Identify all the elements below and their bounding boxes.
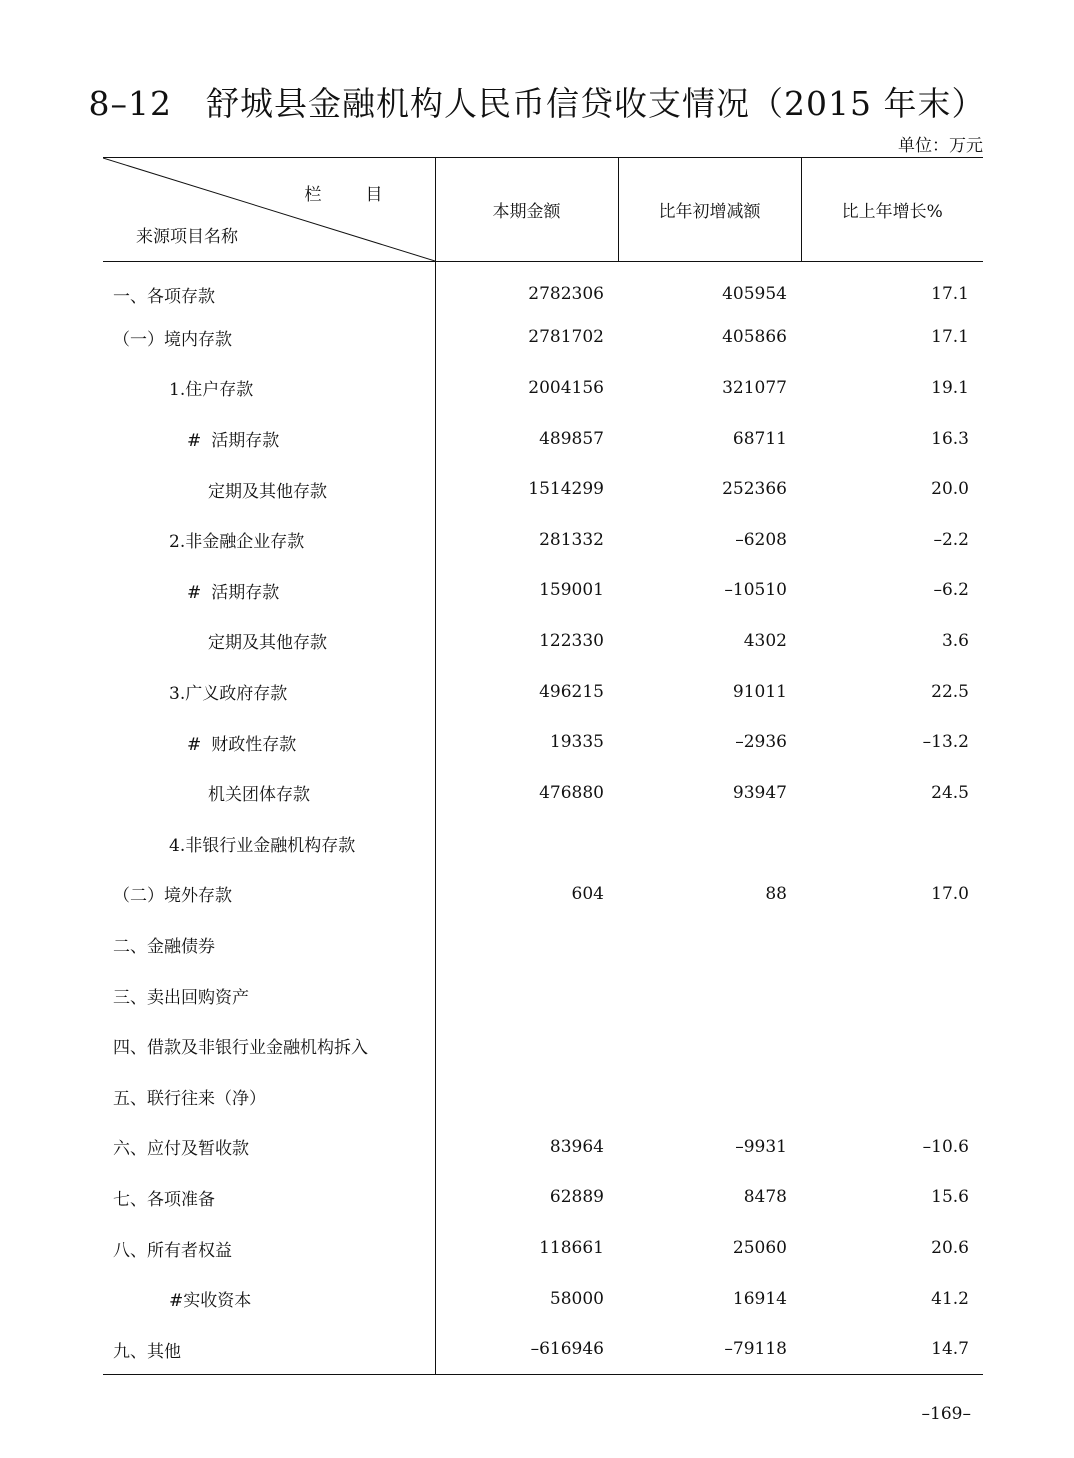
row-name: 六、应付及暂收款 [103,1122,435,1173]
table-header-row [103,158,983,262]
row-name: 七、各项准备 [103,1172,435,1223]
table-code: 8–12 [88,84,172,123]
yoy-growth-cell: 41.2 [931,1288,969,1309]
current-amount-cell [435,818,618,869]
change-from-start-cell: 16914 [732,1288,787,1309]
column-header-yoy-growth: 比上年增长% [801,158,983,262]
current-amount-cell: 58000 [549,1288,604,1309]
hash-mark: # [187,431,202,452]
change-from-start-cell: –10510 [724,580,787,601]
table-row [103,666,983,717]
row-name [103,565,435,616]
yoy-growth-cell: –6.2 [933,580,969,601]
table-row [103,767,983,818]
title-text: 舒城县金融机构人民币信贷收支情况（2015 年末） [206,84,986,123]
current-amount-cell: 118661 [539,1238,604,1259]
stub-top-label: 栏 目 [304,185,383,205]
column-header-current-amount: 本期金额 [435,158,618,262]
yoy-growth-cell: 22.5 [931,681,969,702]
current-amount-cell: 489857 [539,428,604,449]
yoy-growth-cell: 16.3 [931,428,969,449]
table-row [103,1273,983,1324]
row-name: 二、金融债券 [103,919,435,970]
yoy-growth-cell: 17.1 [931,327,969,348]
current-amount-cell [435,1071,618,1122]
row-name: 3.广义政府存款 [103,666,435,717]
change-from-start-cell: 88 [765,883,787,904]
current-amount-cell: 496215 [539,681,604,702]
change-from-start-cell: 405866 [722,327,787,348]
table-row [103,1324,983,1375]
row-name: 五、联行往来（净） [103,1071,435,1122]
page-title [0,78,1074,125]
yoy-growth-cell: 14.7 [801,1324,983,1375]
current-amount-cell: 1514299 [528,479,604,500]
table-row [103,363,983,414]
table-row [103,869,983,920]
yoy-growth-cell [801,1020,983,1071]
table-row [103,413,983,464]
yoy-growth-cell [801,970,983,1021]
hash-mark: # [187,582,202,603]
table-row [103,717,983,768]
row-name-text: 实收资本 [183,1291,252,1312]
current-amount-cell [435,919,618,970]
yoy-growth-cell [801,818,983,869]
current-amount-cell [435,1020,618,1071]
current-amount-cell: 2004156 [528,377,604,398]
current-amount-cell: 281332 [539,529,604,550]
yoy-growth-cell: 19.1 [931,377,969,398]
change-from-start-cell: –6208 [735,529,787,550]
stub-header [103,158,435,262]
change-from-start-cell: 25060 [732,1238,787,1259]
table-row [103,970,983,1021]
current-amount-cell: –616946 [435,1324,618,1375]
change-from-start-cell: 93947 [732,782,787,803]
row-name: 四、借款及非银行业金融机构拆入 [103,1020,435,1071]
change-from-start-cell: 68711 [732,428,787,449]
current-amount-cell: 2782306 [528,284,604,305]
page-number: –169– [921,1404,971,1424]
current-amount-cell: 19335 [549,732,604,753]
table-row [103,565,983,616]
yoy-growth-cell: –2.2 [933,529,969,550]
current-amount-cell: 83964 [549,1136,604,1157]
yoy-growth-cell: 20.0 [931,479,969,500]
change-from-start-cell [618,1071,801,1122]
row-name: 1.住户存款 [103,363,435,414]
yoy-growth-cell: 20.6 [931,1238,969,1259]
row-name [103,413,435,464]
row-name-text: 活期存款 [211,582,280,603]
change-from-start-cell: 91011 [732,681,787,702]
yoy-growth-cell: –13.2 [922,732,969,753]
change-from-start-cell: –9931 [735,1136,787,1157]
yoy-growth-cell: 24.5 [931,782,969,803]
change-from-start-cell: 4302 [743,630,787,651]
row-name [103,717,435,768]
table-row [103,514,983,565]
table-row [103,818,983,869]
yoy-growth-cell [801,1071,983,1122]
change-from-start-cell: 8478 [743,1187,787,1208]
table-row [103,1020,983,1071]
table-row [103,1223,983,1274]
row-name-text: 财政性存款 [211,734,297,755]
current-amount-cell: 604 [571,883,604,904]
row-name: 三、卖出回购资产 [103,970,435,1021]
column-header-change-from-start: 比年初增减额 [618,158,801,262]
unit-label: 单位：万元 [898,136,983,156]
table-row [103,1172,983,1223]
table-row [103,262,983,313]
table-row [103,312,983,363]
table-row [103,464,983,515]
table-row [103,1071,983,1122]
yoy-growth-cell: 17.1 [931,284,969,305]
row-name: 4.非银行业金融机构存款 [103,818,435,869]
row-name-text: 活期存款 [211,431,280,452]
yoy-growth-cell: 3.6 [941,630,969,651]
hash-mark: # [169,1291,184,1312]
change-from-start-cell: –2936 [735,732,787,753]
stub-bottom-label: 来源项目名称 [136,227,238,247]
current-amount-cell: 476880 [539,782,604,803]
current-amount-cell: 122330 [539,630,604,651]
hash-mark: # [187,734,202,755]
row-name [103,1273,435,1324]
table-row [103,1122,983,1173]
change-from-start-cell: 405954 [722,284,787,305]
yoy-growth-cell [801,919,983,970]
yoy-growth-cell: 15.6 [931,1187,969,1208]
change-from-start-cell: –79118 [618,1324,801,1375]
yoy-growth-cell: 17.0 [931,883,969,904]
row-name: 机关团体存款 [103,767,435,818]
row-name: 九、其他 [103,1324,435,1375]
current-amount-cell [435,970,618,1021]
current-amount-cell: 159001 [539,580,604,601]
table-row [103,919,983,970]
change-from-start-cell [618,818,801,869]
change-from-start-cell [618,1020,801,1071]
row-name: 八、所有者权益 [103,1223,435,1274]
change-from-start-cell [618,919,801,970]
change-from-start-cell: 321077 [722,377,787,398]
table-row [103,616,983,667]
row-name: 定期及其他存款 [103,616,435,667]
change-from-start-cell [618,970,801,1021]
row-name: 定期及其他存款 [103,464,435,515]
yoy-growth-cell: –10.6 [922,1136,969,1157]
row-name: （一）境内存款 [103,312,435,363]
current-amount-cell: 62889 [549,1187,604,1208]
row-name: 一、各项存款 [103,262,435,313]
current-amount-cell: 2781702 [528,327,604,348]
row-name: 2.非金融企业存款 [103,514,435,565]
row-name: （二）境外存款 [103,869,435,920]
credit-table [103,157,983,1375]
change-from-start-cell: 252366 [722,479,787,500]
